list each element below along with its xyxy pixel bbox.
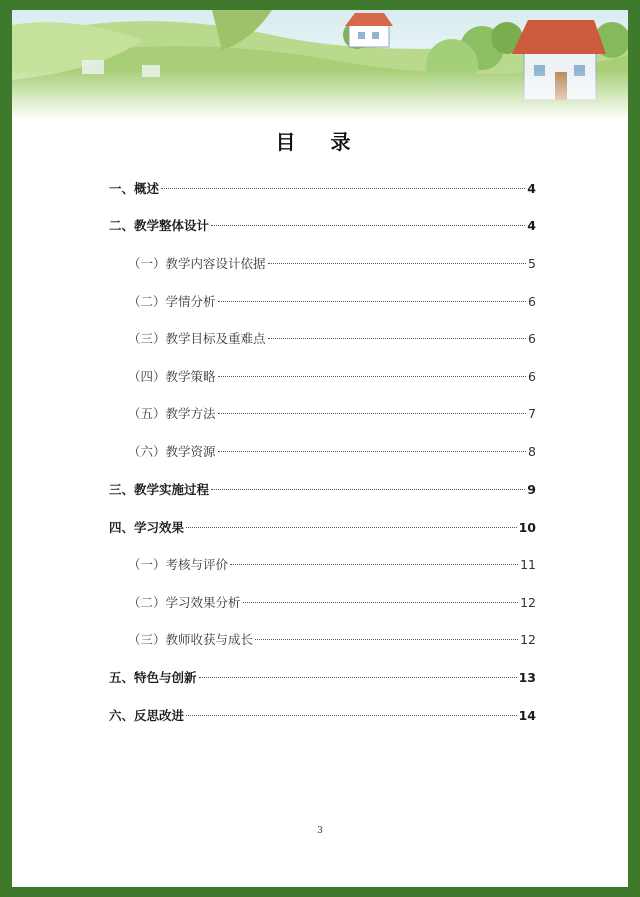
toc-entry-label: （一）教学内容设计依据 xyxy=(128,256,266,271)
toc-entry-page: 6 xyxy=(528,369,536,384)
toc-entry-page: 5 xyxy=(528,256,536,271)
toc-entry-page: 9 xyxy=(527,482,536,497)
toc-entry-page: 11 xyxy=(520,557,536,572)
page-number: 3 xyxy=(317,826,323,836)
toc-entry-label: （四）教学策略 xyxy=(128,369,216,384)
toc-entry-page: 12 xyxy=(520,632,536,647)
toc-entry[interactable] xyxy=(128,554,536,576)
toc-entry-label: （二）学情分析 xyxy=(128,294,216,309)
dot-leader xyxy=(255,639,518,640)
toc-entry[interactable] xyxy=(128,592,536,614)
toc-entry[interactable] xyxy=(128,291,536,313)
toc-entry[interactable] xyxy=(109,178,536,200)
toc-entry[interactable] xyxy=(128,403,536,425)
toc-entry-page: 12 xyxy=(520,595,536,610)
toc-entry[interactable] xyxy=(128,366,536,388)
toc-entry-label: （一）考核与评价 xyxy=(128,557,229,572)
toc-entry-page: 10 xyxy=(518,520,536,535)
dot-leader xyxy=(243,602,519,603)
toc-entry-label: （三）教师收获与成长 xyxy=(128,632,254,647)
dot-leader xyxy=(211,225,525,226)
dot-leader xyxy=(186,715,517,716)
toc-entry-page: 4 xyxy=(527,181,536,196)
toc-entry[interactable] xyxy=(109,667,536,689)
toc-entry-page: 4 xyxy=(527,218,536,233)
dot-leader xyxy=(218,376,527,377)
toc-entry[interactable] xyxy=(109,705,536,727)
toc-entry-label: 四、学习效果 xyxy=(109,520,185,535)
dot-leader xyxy=(161,188,525,189)
dot-leader xyxy=(186,527,517,528)
dot-leader xyxy=(268,263,527,264)
dot-leader xyxy=(199,677,517,678)
landscape-banner xyxy=(12,10,628,120)
toc-entry-page: 7 xyxy=(528,406,536,421)
toc-entry-label: 五、特色与创新 xyxy=(109,670,197,685)
toc-entry[interactable] xyxy=(109,479,536,501)
dot-leader xyxy=(211,489,525,490)
page-title: 目 录 xyxy=(275,130,365,154)
toc-entry[interactable] xyxy=(109,215,536,237)
toc-entry-page: 8 xyxy=(528,444,536,459)
dot-leader xyxy=(230,564,518,565)
toc-entry-label: 六、反思改进 xyxy=(109,708,185,723)
dot-leader xyxy=(218,451,527,452)
toc-entry-label: （三）教学目标及重难点 xyxy=(128,331,266,346)
dot-leader xyxy=(268,338,527,339)
toc-entry-page: 14 xyxy=(518,708,536,723)
document-page xyxy=(12,10,628,887)
toc-entry-label: （二）学习效果分析 xyxy=(128,595,241,610)
toc-entry-label: 一、概述 xyxy=(109,181,160,196)
toc-entry[interactable] xyxy=(128,629,536,651)
toc-entry-page: 13 xyxy=(518,670,536,685)
toc-entry-page: 6 xyxy=(528,294,536,309)
toc-entry-label: （五）教学方法 xyxy=(128,406,216,421)
toc-entry-label: （六）教学资源 xyxy=(128,444,216,459)
dot-leader xyxy=(218,413,527,414)
toc-entry[interactable] xyxy=(109,517,536,539)
toc-entry-page: 6 xyxy=(528,331,536,346)
toc-entry[interactable] xyxy=(128,328,536,350)
toc-entry[interactable] xyxy=(128,441,536,463)
toc-entry-label: 二、教学整体设计 xyxy=(109,218,210,233)
dot-leader xyxy=(218,301,527,302)
toc-entry[interactable] xyxy=(128,253,536,275)
toc-entry-label: 三、教学实施过程 xyxy=(109,482,210,497)
